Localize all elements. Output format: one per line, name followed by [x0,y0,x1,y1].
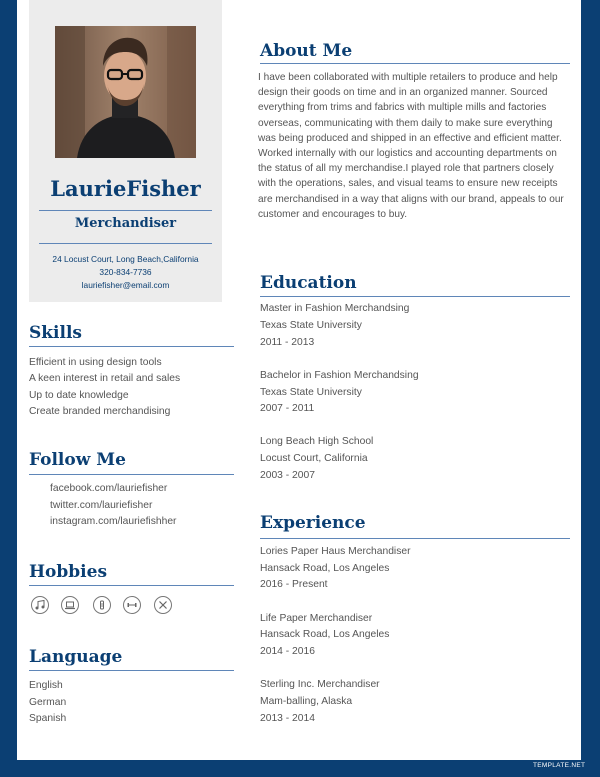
title-divider [39,243,212,244]
education-years: 2007 - 2011 [260,403,315,414]
language-heading: Language [29,647,123,667]
social-link-twitter[interactable]: twitter.com/lauriefisher [50,500,153,511]
tools-icon [154,596,172,614]
skills-divider [29,346,234,347]
hobbies-heading: Hobbies [29,562,108,582]
about-paragraph: I have been collaborated with multiple retailers to produce and help design their goods on time and in an organized manner. Sourced everything from trims and fabrics with multiple mills and factories overseas, communicating with them daily to make sure everything was being produced and shipped in an effective and efficient matter. Worked internally with our logistics and accounting departments on the status of all my merchandise.I played role that partners closely with the operations, sales, and visual teams to ensure new receipts are merchandised in a way that aligns with our brand, appeals to our customer and encourages to buy. [258,72,564,220]
job-title: Merchandiser [74,216,177,231]
follow-divider [29,474,234,475]
portrait-image [55,26,196,158]
email-text: lauriefisher@email.com [81,280,170,290]
experience-role: Sterling Inc. Merchandiser [260,679,380,690]
education-degree: Bachelor in Fashion Merchandsing [260,370,419,381]
hobbies-divider [29,585,234,586]
social-link-instagram[interactable]: instagram.com/lauriefishher [50,516,177,527]
follow-heading: Follow Me [29,450,126,470]
name-divider [39,210,212,211]
skill-item: Up to date knowledge [29,390,129,401]
education-degree: Master in Fashion Merchandsing [260,303,410,314]
social-link-facebook[interactable]: facebook.com/lauriefisher [50,483,168,494]
experience-divider [260,538,570,539]
education-school: Texas State University [260,320,362,331]
skills-heading: Skills [29,323,83,343]
experience-role: Lories Paper Haus Merchandiser [260,546,411,557]
skill-item: A keen interest in retail and sales [29,373,181,384]
language-divider [29,670,234,671]
template-badge: TEMPLATE.NET [533,762,586,769]
candidate-name: LaurieFisher [50,176,201,201]
experience-location: Hansack Road, Los Angeles [260,563,390,574]
laptop-icon [61,596,79,614]
education-school: Texas State University [260,387,362,398]
profile-panel [29,0,222,302]
about-heading: About Me [260,41,353,61]
dumbbell-icon [123,596,141,614]
address-text: 24 Locust Court, Long Beach,California [52,254,199,264]
education-degree: Long Beach High School [260,436,374,447]
education-school: Locust Court, California [260,453,368,464]
experience-years: 2013 - 2014 [260,713,315,724]
skill-item: Create branded merchandising [29,406,171,417]
language-item: German [29,697,67,708]
skill-item: Efficient in using design tools [29,357,162,368]
about-divider [260,63,570,64]
education-heading: Education [260,273,357,293]
resume-sheet [17,0,581,760]
experience-years: 2014 - 2016 [260,646,315,657]
experience-location: Mam-balling, Alaska [260,696,353,707]
language-item: Spanish [29,713,67,724]
language-item: English [29,680,63,691]
experience-years: 2016 - Present [260,579,328,590]
experience-location: Hansack Road, Los Angeles [260,629,390,640]
education-years: 2011 - 2013 [260,337,315,348]
education-years: 2003 - 2007 [260,470,315,481]
profile-photo [55,26,196,158]
music-icon [31,596,49,614]
experience-heading: Experience [260,513,366,533]
phone-text: 320-834-7736 [99,267,152,277]
education-divider [260,296,570,297]
experience-role: Life Paper Merchandiser [260,613,373,624]
paint-tube-icon [93,596,111,614]
